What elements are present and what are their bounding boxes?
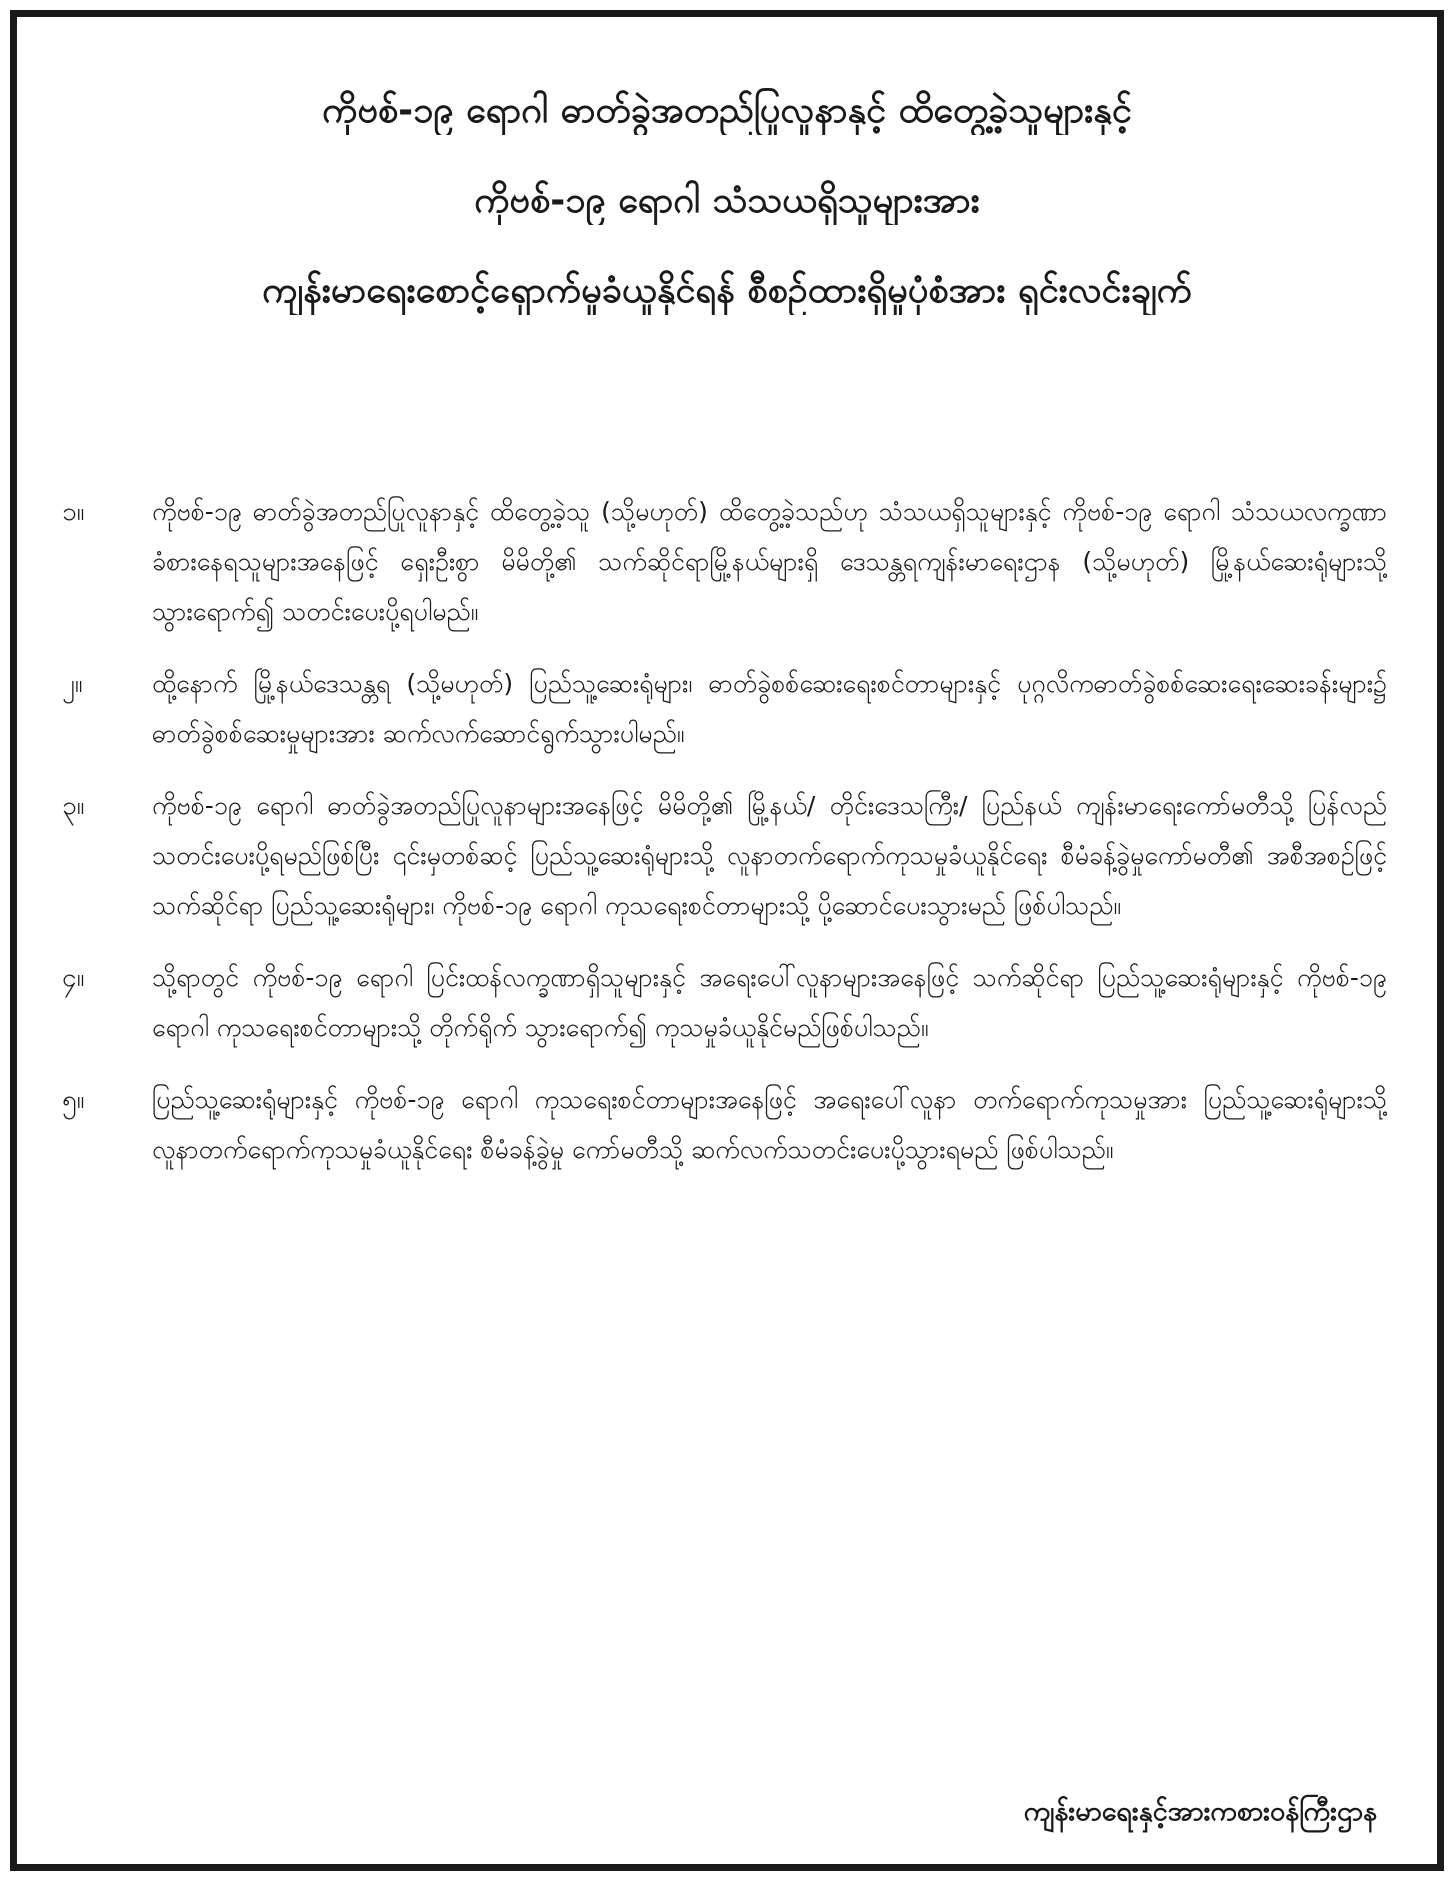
paragraph-number: ၄။ (62, 963, 85, 993)
paragraph-2 (57, 659, 1397, 759)
heading-line-2: ကိုဗစ်-၁၉ ရောဂါ သံသယရှိသူများအား (474, 180, 980, 221)
paragraph-5 (57, 1075, 1397, 1175)
heading-line-1: ကိုဗစ်-၁၉ ရောဂါ ဓာတ်ခွဲအတည်ပြုလူနာနှင့် ထိတွေ့ခဲ့သူများနှင့် (322, 90, 1132, 131)
notice-headings (47, 87, 1407, 357)
notice-body (57, 487, 1397, 1197)
notice-frame (10, 10, 1444, 1871)
paragraph-number: ၃။ (62, 791, 85, 821)
paragraph-1 (57, 487, 1397, 637)
paragraph-number: ၂။ (62, 669, 83, 699)
paragraph-text: သို့ရာတွင် ကိုဗစ်-၁၉ ရောဂါ ပြင်းထန်လက္ခဏာရှိသူများနှင့် အရေးပေါ်လူနာများအနေဖြင့် သက်ဆိုင်ရာ ပြည်သူ့ဆေးရုံများနှင့် ကိုဗစ်-၁၉ ရောဂါ ကုသရေးစင်တာများသို့ တိုက်ရိုက် သွားရောက်၍ ကုသမှုခံယူနိုင်မည်ဖြစ်ပါသည်။ (152, 963, 1387, 1042)
paragraph-3 (57, 781, 1397, 931)
paragraph-number: ၁။ (62, 497, 85, 527)
ministry-signature: ကျန်းမာရေးနှင့်အားကစားဝန်ကြီးဌာန (1023, 1796, 1377, 1827)
paragraph-text: ကိုဗစ်-၁၉ ဓာတ်ခွဲအတည်ပြုလူနာနှင့် ထိတွေ့ခဲ့သူ (သို့မဟုတ်) ထိတွေ့ခဲ့သည်ဟု သံသယရှိသူများနှင့် ကိုဗစ်-၁၉ ရောဂါ သံသယလက္ခဏာခံစားနေရသူများအနေဖြင့် ရှေးဦးစွာ မိမိတို့၏ သက်ဆိုင်ရာမြို့နယ်များရှိ ဒေသန္တရကျန်းမာရေးဌာန (သို့မဟုတ်) မြို့နယ်ဆေးရုံများသို့ သွားရောက်၍ သတင်းပေးပို့ရပါမည်။ (152, 497, 1387, 626)
heading-line-3: ကျန်းမာရေးစောင့်ရှောက်မှုခံယူနိုင်ရန် စီစဉ်ထားရှိမှုပုံစံအား ရှင်းလင်းချက် (262, 270, 1192, 311)
paragraph-4 (57, 953, 1397, 1053)
paragraph-text: ပြည်သူ့ဆေးရုံများနှင့် ကိုဗစ်-၁၉ ရောဂါ ကုသရေးစင်တာများအနေဖြင့် အရေးပေါ်လူနာ တက်ရောက်ကုသမှုအား ပြည်သူ့ဆေးရုံများသို့ လူနာတက်ရောက်ကုသမှုခံယူနိုင်ရေး စီမံခန့်ခွဲမှု ကော်မတီသို့ ဆက်လက်သတင်းပေးပို့သွားရမည် ဖြစ်ပါသည်။ (152, 1085, 1387, 1164)
paragraph-text: ထို့နောက် မြို့နယ်ဒေသန္တရ (သို့မဟုတ်) ပြည်သူ့ဆေးရုံများ၊ ဓာတ်ခွဲစစ်ဆေးရေးစင်တာများနှင့် ပုဂ္ဂလိကဓာတ်ခွဲစစ်ဆေးရေးဆေးခန်းများ၌ ဓာတ်ခွဲစစ်ဆေးမှုများအား ဆက်လက်ဆောင်ရွက်သွားပါမည်။ (152, 669, 1387, 748)
paragraph-text: ကိုဗစ်-၁၉ ရောဂါ ဓာတ်ခွဲအတည်ပြုလူနာများအနေဖြင့် မိမိတို့၏ မြို့နယ်/ တိုင်းဒေသကြီး/ ပြည်နယ် ကျန်းမာရေးကော်မတီသို့ ပြန်လည်သတင်းပေးပို့ရမည်ဖြစ်ပြီး ၎င်းမှတစ်ဆင့် ပြည်သူ့ဆေးရုံများသို့ လူနာတက်ရောက်ကုသမှုခံယူနိုင်ရေး စီမံခန့်ခွဲမှုကော်မတီ၏ အစီအစဉ်ဖြင့် သက်ဆိုင်ရာ ပြည်သူ့ဆေးရုံများ၊ ကိုဗစ်-၁၉ ရောဂါ ကုသရေးစင်တာများသို့ ပို့ဆောင်ပေးသွားမည် ဖြစ်ပါသည်။ (152, 791, 1387, 920)
paragraph-number: ၅။ (62, 1085, 85, 1115)
